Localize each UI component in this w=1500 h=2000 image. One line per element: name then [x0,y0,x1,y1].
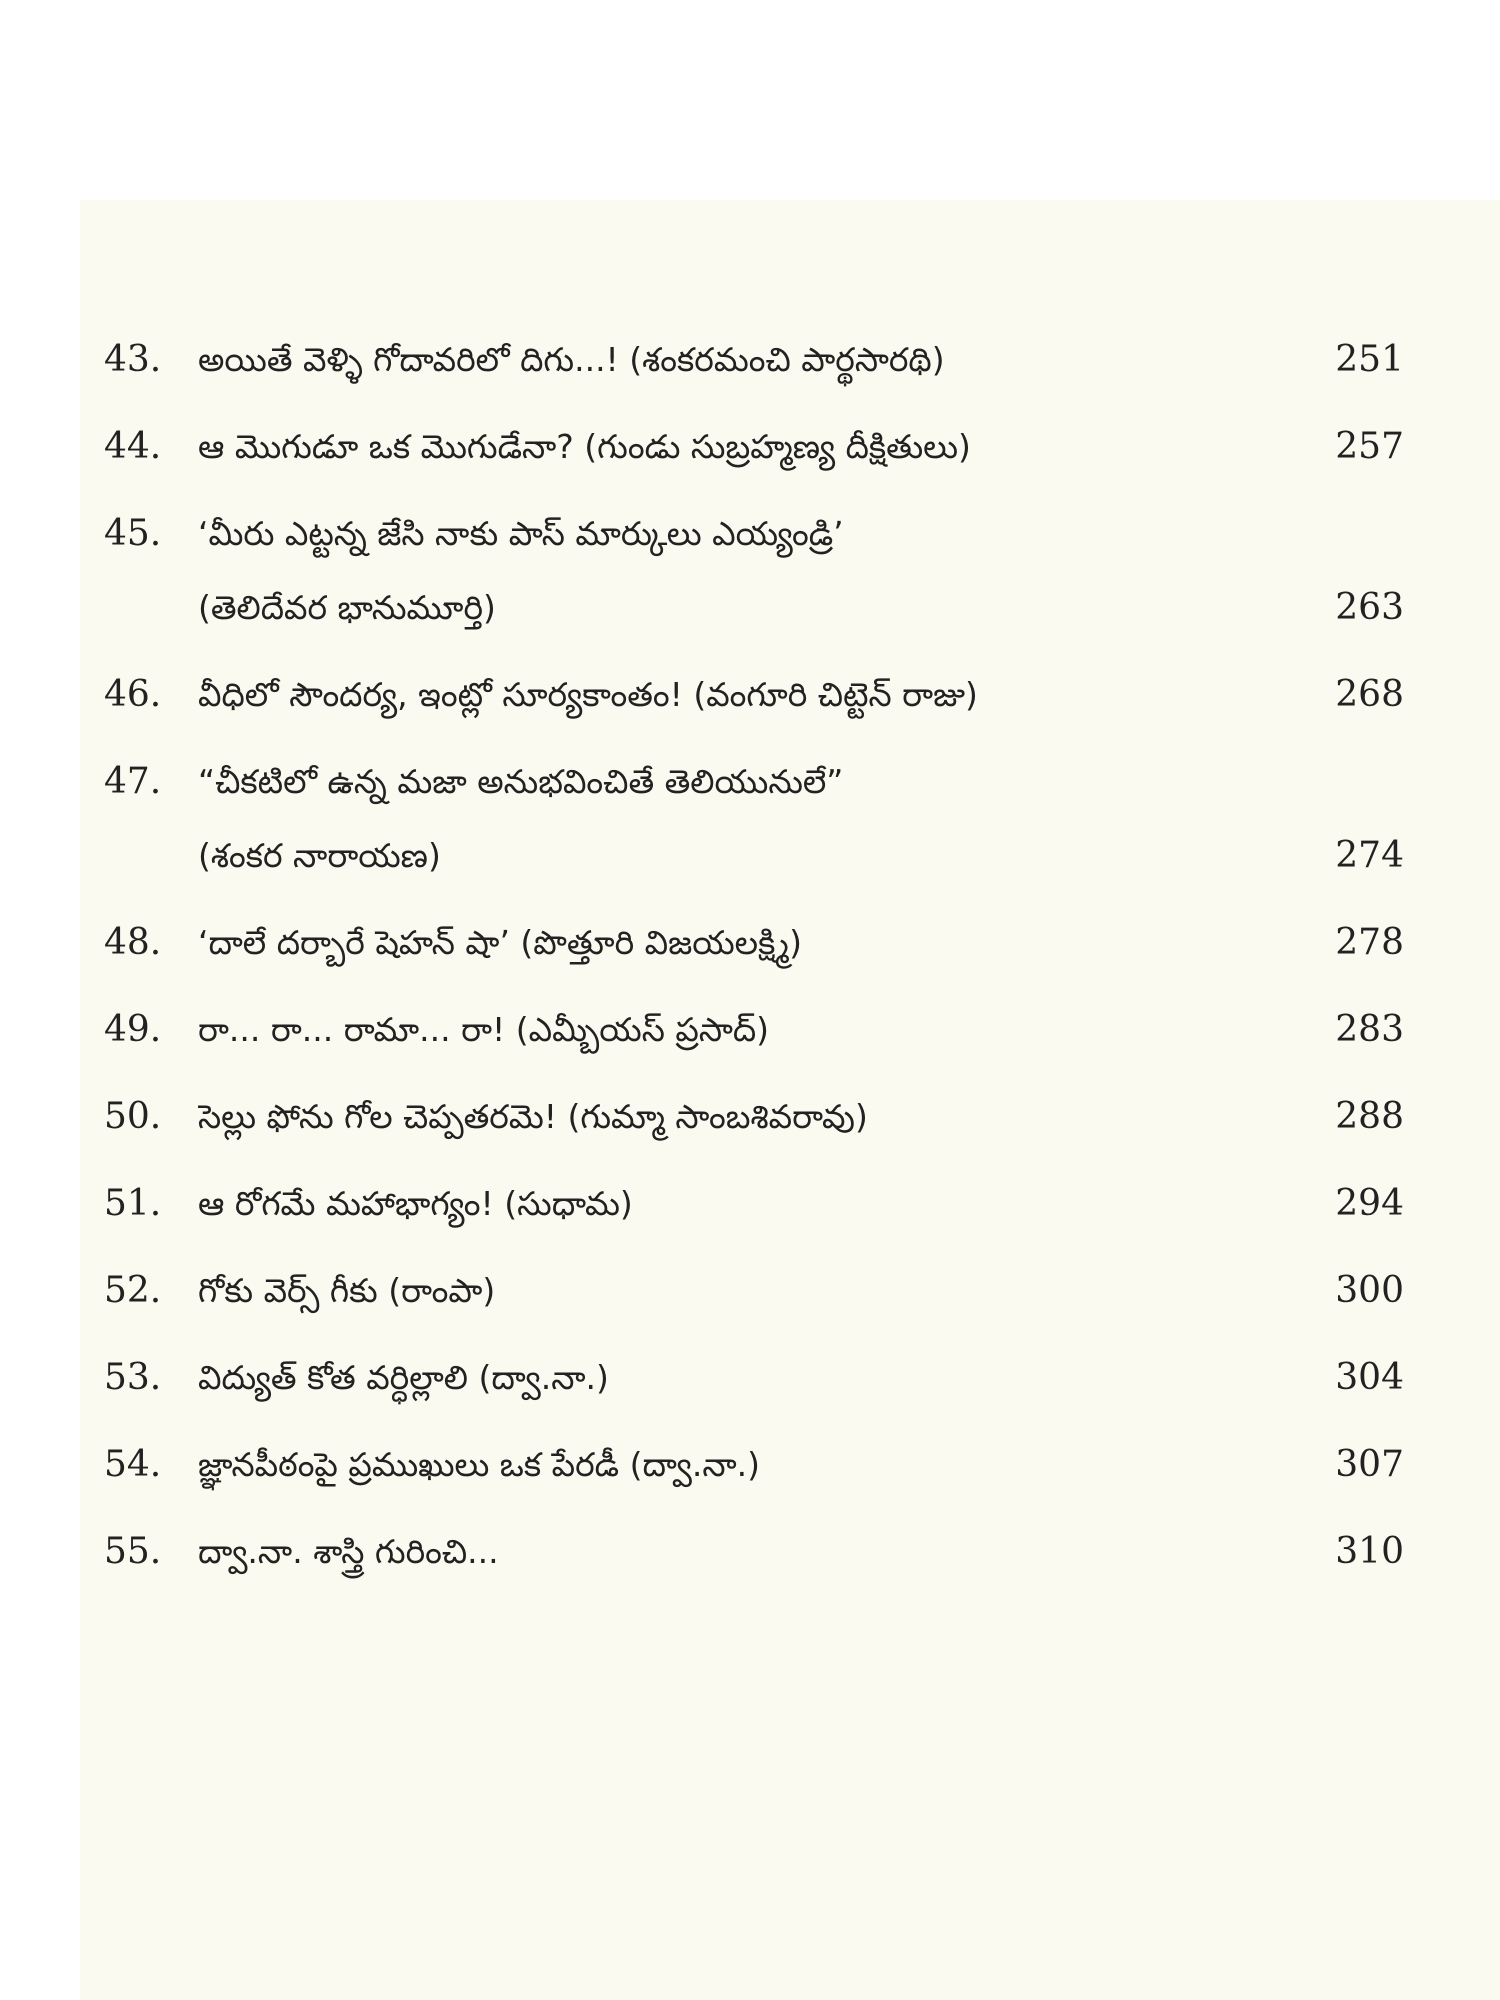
entry-page-number: 251 [1335,339,1404,380]
entry-page-number: 304 [1335,1357,1404,1398]
entry-number: 45. [104,513,162,554]
entry-title: జ్ఞానపీఠంపై ప్రముఖులు ఒక పేరడీ (ద్వా.నా.) [198,1445,761,1484]
entry-number: 46. [104,674,162,715]
toc-entry-44 [0,417,1500,477]
entry-number: 48. [104,922,162,963]
entry-number: 52. [104,1270,162,1311]
toc-entry-51 [0,1174,1500,1234]
entry-title-continuation: (శంకర నారాయణ) [198,836,441,875]
entry-page-number: 257 [1335,426,1404,467]
toc-entry-48 [0,913,1500,973]
toc-entry-45-continued [0,578,1500,638]
entry-page-number: 283 [1335,1009,1404,1050]
toc-entry-46 [0,665,1500,725]
toc-entry-55 [0,1522,1500,1582]
toc-entry-47 [0,752,1500,812]
toc-entry-54 [0,1435,1500,1495]
entry-title: ఆ మొగుడూ ఒక మొగుడేనా? (గుండు సుబ్రహ్మణ్య దీక్షితులు) [198,427,971,466]
entry-title: వీధిలో సౌందర్య, ఇంట్లో సూర్యకాంతం! (వంగూరి చిట్టెన్ రాజు) [198,675,978,714]
entry-number: 54. [104,1444,162,1485]
entry-number: 47. [104,761,162,802]
entry-title: విద్యుత్ కోత వర్ధిల్లాలి (ద్వా.నా.) [198,1358,609,1397]
entry-title: ‘మీరు ఎట్టన్న జేసి నాకు పాస్ మార్కులు ఎయ్యండ్రి’ [198,514,844,553]
toc-entry-47-continued [0,826,1500,886]
entry-page-number: 263 [1335,587,1404,628]
toc-entry-49 [0,1000,1500,1060]
toc-page-43 [0,330,1500,390]
entry-number: 51. [104,1183,162,1224]
toc-entry-50 [0,1087,1500,1147]
entry-page-number: 288 [1335,1096,1404,1137]
entry-number: 53. [104,1357,162,1398]
entry-page-number: 310 [1335,1531,1404,1572]
entry-title: ‘దాలే దర్బారే షెహన్ షా’ (పొత్తూరి విజయలక్ష్మి) [198,923,803,962]
entry-page-number: 274 [1335,835,1404,876]
entry-page-number: 294 [1335,1183,1404,1224]
entry-number: 55. [104,1531,162,1572]
entry-title: అయితే వెళ్ళి గోదావరిలో దిగు...! (శంకరమంచి పార్థసారథి) [198,340,945,379]
entry-title: సెల్లు ఫోను గోల చెప్పతరమె! (గుమ్మా సాంబశివరావు) [198,1097,868,1136]
entry-page-number: 307 [1335,1444,1404,1485]
entry-page-number: 300 [1335,1270,1404,1311]
entry-number: 44. [104,426,162,467]
entry-title: “చీకటిలో ఉన్న మజా అనుభవించితే తెలియునులే” [198,762,844,801]
entry-title: రా... రా... రామా... రా! (ఎమ్బీయస్ ప్రసాద్) [198,1010,770,1049]
entry-title-continuation: (తెలిదేవర భానుమూర్తి) [198,588,496,627]
entry-title: ద్వా.నా. శాస్త్రి గురించి... [198,1532,499,1571]
toc-entry-52 [0,1261,1500,1321]
entry-page-number: 278 [1335,922,1404,963]
toc-entry-45 [0,504,1500,564]
toc-entry-53 [0,1348,1500,1408]
entry-title: గోకు వెర్స్ గీకు (రాంపా) [198,1271,496,1310]
entry-title: ఆ రోగమే మహాభాగ్యం! (సుధామ) [198,1184,633,1223]
entry-number: 43. [104,339,162,380]
entry-number: 49. [104,1009,162,1050]
entry-number: 50. [104,1096,162,1137]
entry-page-number: 268 [1335,674,1404,715]
